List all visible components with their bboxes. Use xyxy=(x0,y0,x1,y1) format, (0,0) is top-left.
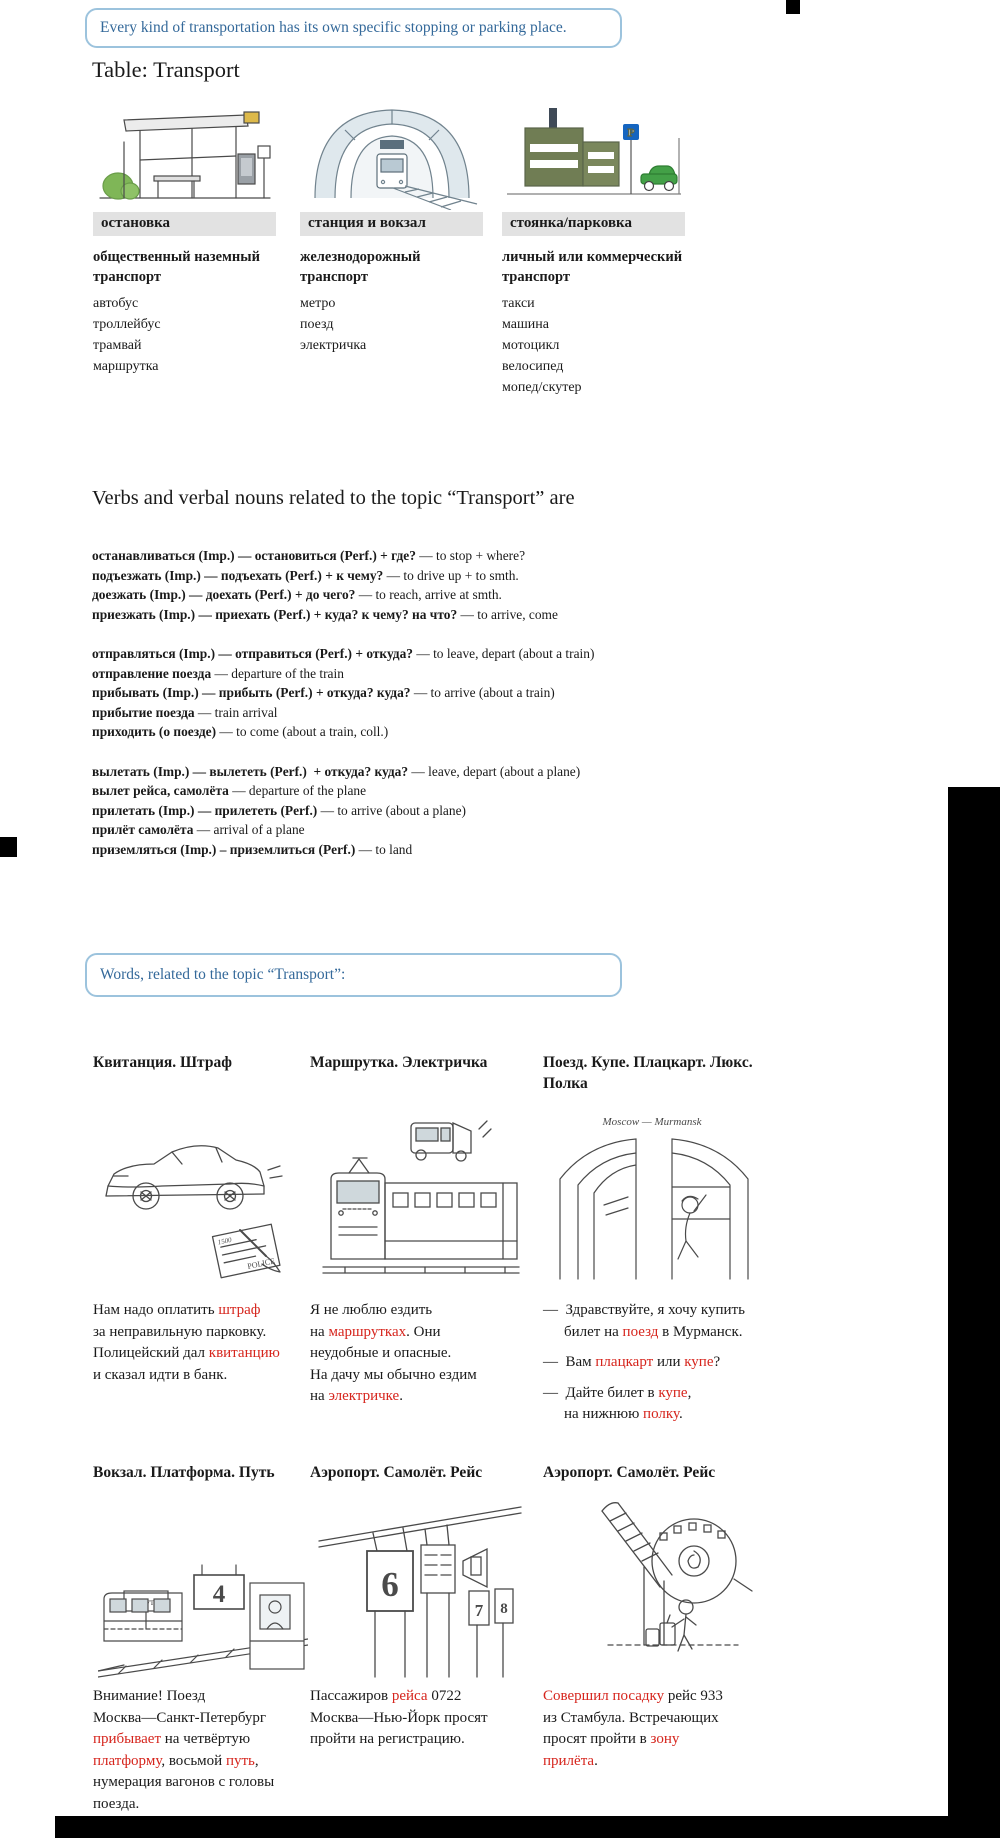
bus-stop-illustration-box xyxy=(93,96,276,210)
text-segment: поезда. xyxy=(93,1795,140,1812)
card-line xyxy=(93,1708,313,1730)
verb-russian: приземляться (Imp.) – приземлиться (Perf.) xyxy=(92,841,356,857)
text-segment: , восьмой xyxy=(161,1752,226,1769)
parking-illustration xyxy=(503,98,685,210)
van-and-train-illustration-box xyxy=(310,1104,530,1300)
verb-translation: — arrival of a plane xyxy=(193,822,305,837)
text-segment: — Дайте билет в xyxy=(543,1384,659,1401)
word-card xyxy=(93,1462,313,1824)
train-interior-illustration xyxy=(548,1109,758,1295)
verb-translation: — departure of the plane xyxy=(228,783,367,798)
card-text xyxy=(93,1686,313,1815)
screenshot-artifact-bottom xyxy=(55,1816,1000,1838)
card-line xyxy=(93,1686,313,1708)
text-segment: Нам надо оплатить xyxy=(93,1302,219,1318)
verb-translation: — to drive up + to smth. xyxy=(383,567,519,583)
train-route-label: Moscow — Murmansk xyxy=(602,1116,702,1128)
highlighted-word: штраф xyxy=(218,1302,261,1318)
card-title: Аэропорт. Самолёт. Рейс xyxy=(543,1464,716,1481)
police-pad-label: POLICE xyxy=(246,1256,276,1271)
verb-line xyxy=(92,566,782,586)
card-text xyxy=(310,1300,530,1408)
verb-translation: — to arrive (about a plane) xyxy=(317,802,466,818)
text-segment: . xyxy=(678,1406,683,1422)
text-segment: 0722 xyxy=(427,1688,462,1704)
verb-russian: прилёт самолёта xyxy=(92,822,194,837)
verb-line xyxy=(92,820,782,840)
word-card xyxy=(310,1052,530,1417)
vocab-item: такси xyxy=(502,296,535,311)
airport-departure-illustration xyxy=(315,1495,525,1681)
parking-illustration-box xyxy=(502,96,685,210)
verb-translation: — to leave, depart (about a train) xyxy=(412,646,595,661)
verb-translation: — to arrive (about a train) xyxy=(410,685,555,700)
highlighted-word: купе xyxy=(658,1384,688,1401)
card-line xyxy=(310,1322,530,1344)
platform-illustration-box xyxy=(93,1490,313,1686)
car-and-ticket-illustration xyxy=(98,1112,308,1292)
text-segment: на xyxy=(310,1323,329,1340)
card-line xyxy=(93,1772,313,1794)
intro-callout-text: Every kind of transportation has its own specific stopping or parking place. xyxy=(100,19,567,36)
platform-illustration xyxy=(98,1495,308,1681)
verb-russian: вылетать (Imp.) — вылететь (Perf.) + откуда? куда? xyxy=(92,763,409,779)
card-line xyxy=(93,1343,313,1365)
text-segment: ? xyxy=(713,1354,721,1370)
verb-russian: отправляться (Imp.) — отправиться (Perf.) + откуда? xyxy=(92,646,413,661)
verb-translation: — to stop + where? xyxy=(415,548,526,563)
verb-russian: приходить (о поезде) xyxy=(92,724,217,739)
vocab-item: мопед/скутер xyxy=(502,380,582,395)
verb-groups xyxy=(92,546,782,879)
table-transport-heading: Table: Transport xyxy=(92,57,240,82)
verb-line xyxy=(92,762,782,782)
verb-translation: — to reach, arrive at smth. xyxy=(355,587,502,602)
gate-number-6: 6 xyxy=(381,1565,399,1604)
text-segment: Внимание! Поезд xyxy=(93,1688,206,1704)
verb-line xyxy=(92,644,782,664)
word-card xyxy=(543,1462,763,1781)
text-segment: , xyxy=(687,1384,692,1401)
text-segment: Москва—Санкт-Петербург xyxy=(93,1709,267,1726)
card-title: Квитанция. Штраф xyxy=(93,1054,232,1071)
gate-number-8: 8 xyxy=(500,1601,508,1617)
card-line xyxy=(93,1729,313,1751)
verb-translation: — departure of the train xyxy=(211,665,344,681)
platform-number-label: 4 xyxy=(212,1581,226,1608)
text-segment: , xyxy=(254,1752,259,1769)
vocab-item: машина xyxy=(502,317,549,332)
verb-line xyxy=(92,585,782,605)
text-segment: . Они xyxy=(406,1323,441,1340)
card-title: Аэропорт. Самолёт. Рейс xyxy=(310,1464,483,1481)
screenshot-artifact-top-right xyxy=(786,0,800,14)
card-line xyxy=(310,1708,530,1730)
text-segment: — Вам xyxy=(543,1354,596,1370)
text-segment: и сказал идти в банк. xyxy=(93,1366,228,1383)
card-line xyxy=(543,1729,763,1751)
column-subtitle: личный или коммерческий транспорт xyxy=(502,249,683,285)
train-interior-illustration-box xyxy=(543,1104,763,1300)
card-line xyxy=(543,1751,763,1773)
text-segment: рейс 933 xyxy=(664,1688,723,1704)
transport-column xyxy=(300,96,483,356)
vocab-item: трамвай xyxy=(93,338,142,353)
column-subtitle: железнодорожный транспорт xyxy=(300,249,421,285)
text-segment: просят пройти в xyxy=(543,1731,651,1747)
column-subtitle: общественный наземный транспорт xyxy=(93,249,260,285)
card-paragraph xyxy=(93,1686,313,1815)
card-line xyxy=(543,1686,763,1708)
text-segment: или xyxy=(653,1354,685,1370)
card-paragraph xyxy=(310,1300,530,1408)
verb-line xyxy=(92,722,782,742)
card-paragraph xyxy=(310,1686,530,1751)
parking-sign-letter: P xyxy=(627,127,634,139)
verb-line xyxy=(92,840,782,860)
airport-departure-illustration-box xyxy=(310,1490,530,1686)
verb-line xyxy=(92,781,782,801)
verb-russian: прилетать (Imp.) — прилететь (Perf.) xyxy=(92,802,318,818)
highlighted-word: электричке xyxy=(328,1388,400,1404)
gate-number-7: 7 xyxy=(474,1601,484,1620)
card-line xyxy=(310,1686,530,1708)
card-title: Маршрутка. Электричка xyxy=(310,1054,488,1071)
card-paragraph xyxy=(543,1383,763,1426)
verb-line xyxy=(92,703,782,723)
column-header: стоянка/парковка xyxy=(502,212,685,236)
text-segment: Пассажиров xyxy=(310,1688,392,1704)
verb-line xyxy=(92,683,782,703)
word-card xyxy=(543,1052,763,1435)
card-line xyxy=(310,1300,530,1322)
vocab-item: электричка xyxy=(300,338,367,353)
highlighted-word: платформу xyxy=(93,1752,162,1769)
card-line xyxy=(310,1343,530,1365)
vocab-item: велосипед xyxy=(502,359,564,374)
bus-stop-illustration xyxy=(94,98,276,210)
text-segment: пройти на регистрацию. xyxy=(310,1731,465,1747)
transport-column xyxy=(93,96,276,377)
column-header: остановка xyxy=(93,212,276,236)
card-paragraph xyxy=(93,1300,313,1386)
card-line xyxy=(93,1300,313,1322)
verb-translation: — train arrival xyxy=(194,704,278,720)
card-text xyxy=(310,1686,530,1751)
card-line xyxy=(543,1352,763,1374)
car-and-ticket-illustration-box xyxy=(93,1104,313,1300)
highlighted-word: зону xyxy=(650,1731,680,1747)
verb-russian: прибытие поезда xyxy=(92,704,195,720)
card-title: Вокзал. Платформа. Путь xyxy=(93,1464,275,1481)
text-segment: . xyxy=(594,1752,598,1769)
verb-group xyxy=(92,762,782,860)
words-callout-text: Words, related to the topic “Transport”: xyxy=(100,966,346,983)
vocab-item: автобус xyxy=(93,296,139,311)
card-line xyxy=(93,1751,313,1773)
vocab-item: метро xyxy=(300,296,336,311)
column-header: станция и вокзал xyxy=(300,212,483,236)
text-segment: неудобные и опасные. xyxy=(310,1345,452,1361)
card-text xyxy=(543,1300,763,1426)
word-card xyxy=(93,1052,313,1395)
card-paragraph xyxy=(543,1352,763,1374)
verb-group xyxy=(92,644,782,742)
verb-russian: прибывать (Imp.) — прибыть (Perf.) + откуда? куда? xyxy=(92,685,411,700)
verb-translation: — to land xyxy=(355,841,413,857)
highlighted-word: поезд xyxy=(622,1323,659,1340)
highlighted-word: купе xyxy=(684,1354,714,1370)
verb-translation: — to arrive, come xyxy=(457,606,558,622)
transport-column xyxy=(502,96,685,398)
van-and-train-illustration xyxy=(315,1109,525,1295)
airport-arrival-illustration-box xyxy=(543,1490,763,1686)
text-segment: билет на xyxy=(564,1323,623,1340)
highlighted-word: полку xyxy=(643,1406,679,1422)
card-line xyxy=(93,1794,313,1816)
verb-russian: доезжать (Imp.) — доехать (Perf.) + до чего? xyxy=(92,587,356,602)
verb-line xyxy=(92,605,782,625)
card-line xyxy=(310,1729,530,1751)
card-line xyxy=(93,1365,313,1387)
verb-translation: — leave, depart (about a plane) xyxy=(408,763,581,779)
highlighted-word: квитанцию xyxy=(208,1345,280,1361)
verb-group xyxy=(92,546,782,624)
screenshot-artifact-right xyxy=(948,787,1000,1838)
verb-line xyxy=(92,664,782,684)
verb-line xyxy=(92,546,782,566)
card-line xyxy=(310,1386,530,1408)
track-sign-label: путь xyxy=(140,1597,159,1607)
text-segment: . xyxy=(399,1388,403,1404)
highlighted-word: плацкарт xyxy=(595,1354,654,1370)
verb-russian: останавливаться (Imp.) — остановиться (Perf.) + где? xyxy=(92,548,416,563)
verb-russian: подъезжать (Imp.) — подъехать (Perf.) + к чему? xyxy=(92,567,384,583)
text-segment: — Здравствуйте, я хочу купить xyxy=(543,1302,745,1318)
verb-line xyxy=(92,801,782,821)
card-line xyxy=(543,1383,763,1405)
vocab-item: троллейбус xyxy=(93,317,161,332)
card-line xyxy=(543,1322,763,1344)
card-line xyxy=(543,1300,763,1322)
card-line xyxy=(310,1365,530,1387)
card-line xyxy=(543,1404,763,1426)
text-segment: Я не люблю ездить xyxy=(310,1302,433,1318)
card-paragraph xyxy=(543,1686,763,1772)
highlighted-word: рейса xyxy=(391,1688,428,1704)
text-segment: на нижнюю xyxy=(564,1406,644,1422)
transport-table xyxy=(93,96,733,426)
words-callout xyxy=(85,953,622,997)
text-segment: на xyxy=(310,1388,329,1404)
airport-arrival-illustration xyxy=(548,1495,758,1681)
vocab-item: маршрутка xyxy=(93,359,159,374)
card-line xyxy=(93,1322,313,1344)
highlighted-word: прибывает xyxy=(93,1731,162,1747)
verb-russian: вылет рейса, самолёта xyxy=(92,783,229,798)
highlighted-word: путь xyxy=(225,1752,255,1769)
text-segment: из Стамбула. Встречающих xyxy=(543,1709,719,1726)
text-segment: Москва—Нью-Йорк просят xyxy=(310,1709,488,1726)
verb-translation: — to come (about a train, coll.) xyxy=(216,724,389,739)
word-card xyxy=(310,1462,530,1760)
tunnel-station-illustration-box xyxy=(300,96,483,210)
highlighted-word: Совершил посадку xyxy=(543,1688,665,1704)
highlighted-word: прилёта xyxy=(543,1752,595,1769)
text-segment: в Мурманск. xyxy=(658,1323,743,1340)
text-segment: На дачу мы обычно ездим xyxy=(310,1366,477,1383)
ticket-amount-label: 1500 xyxy=(217,1235,233,1247)
card-text xyxy=(93,1300,313,1386)
vocab-item: мотоцикл xyxy=(502,338,560,353)
text-segment: на четвёртую xyxy=(161,1731,251,1747)
text-segment: нумерация вагонов с головы xyxy=(93,1774,275,1790)
card-paragraph xyxy=(543,1300,763,1343)
tunnel-station-illustration xyxy=(301,98,483,210)
verbs-heading: Verbs and verbal nouns related to the topic “Transport” are xyxy=(92,487,575,509)
verb-russian: приезжать (Imp.) — приехать (Perf.) + куда? к чему? на что? xyxy=(92,606,458,622)
text-segment: за неправильную парковку. xyxy=(93,1323,267,1340)
card-line xyxy=(543,1708,763,1730)
verb-russian: отправление поезда xyxy=(92,665,212,681)
card-title: Поезд. Купе. Плацкарт. Люкс. Полка xyxy=(543,1054,753,1092)
highlighted-word: маршрутках xyxy=(328,1323,407,1340)
card-text xyxy=(543,1686,763,1772)
intro-callout xyxy=(85,8,622,48)
text-segment: Полицейский дал xyxy=(93,1345,209,1361)
vocab-item: поезд xyxy=(300,317,334,332)
screenshot-artifact-left xyxy=(0,837,17,857)
